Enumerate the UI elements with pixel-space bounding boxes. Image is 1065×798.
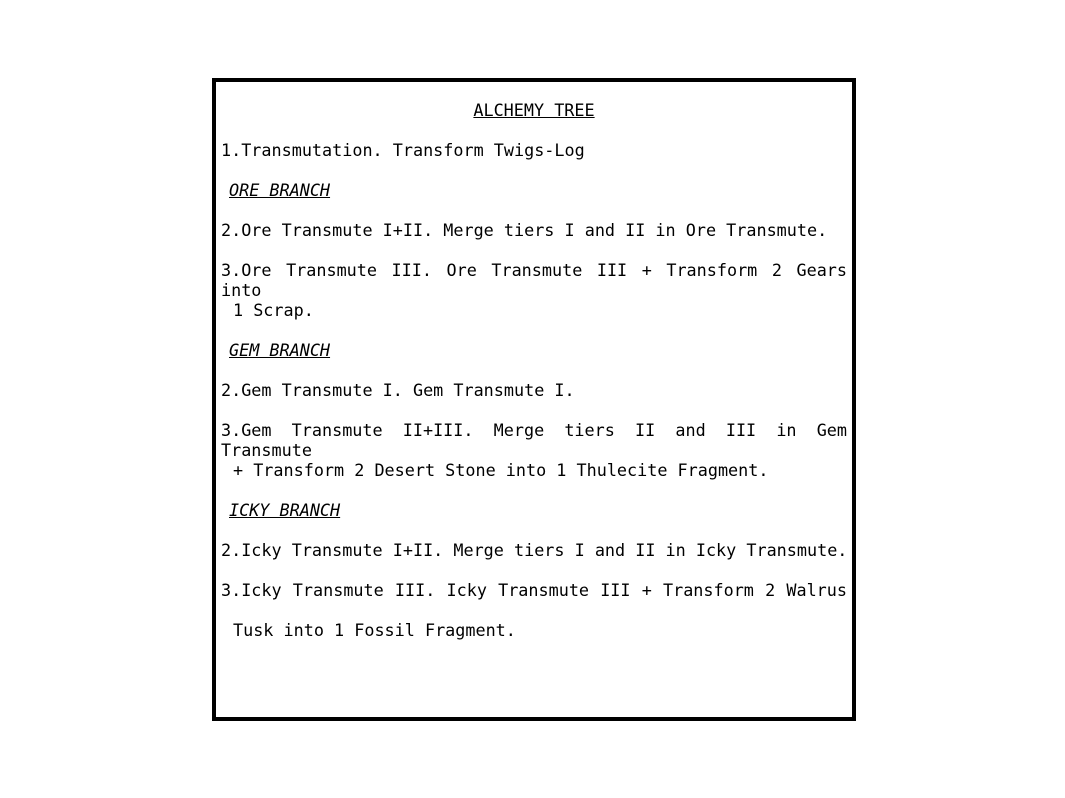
alchemy-tree-panel xyxy=(212,78,856,721)
branch-heading-icky: ICKY BRANCH xyxy=(229,500,341,520)
item-ore-transmute-3-continued: 1 Scrap. xyxy=(233,300,314,320)
item-ore-transmute-3: 3.Ore Transmute III. Ore Transmute III + Transform 2 Gears into xyxy=(221,260,847,300)
item-gem-transmute-2-3-continued: + Transform 2 Desert Stone into 1 Thulecite Fragment. xyxy=(233,460,769,480)
branch-heading-gem: GEM BRANCH xyxy=(229,340,331,360)
item-transmutation: 1.Transmutation. Transform Twigs-Log xyxy=(221,140,585,160)
branch-heading-ore: ORE BRANCH xyxy=(229,180,331,200)
item-icky-transmute-3: 3.Icky Transmute III. Icky Transmute III + Transform 2 Walrus xyxy=(221,580,847,600)
item-gem-transmute-2-3: 3.Gem Transmute II+III. Merge tiers II and III in Gem Transmute xyxy=(221,420,847,460)
page-title: ALCHEMY TREE xyxy=(473,100,595,120)
item-ore-transmute-1-2: 2.Ore Transmute I+II. Merge tiers I and II in Ore Transmute. xyxy=(221,220,828,240)
item-icky-transmute-1-2: 2.Icky Transmute I+II. Merge tiers I and II in Icky Transmute. xyxy=(221,540,848,560)
item-icky-transmute-3-continued: Tusk into 1 Fossil Fragment. xyxy=(233,620,516,640)
item-gem-transmute-1: 2.Gem Transmute I. Gem Transmute I. xyxy=(221,380,575,400)
